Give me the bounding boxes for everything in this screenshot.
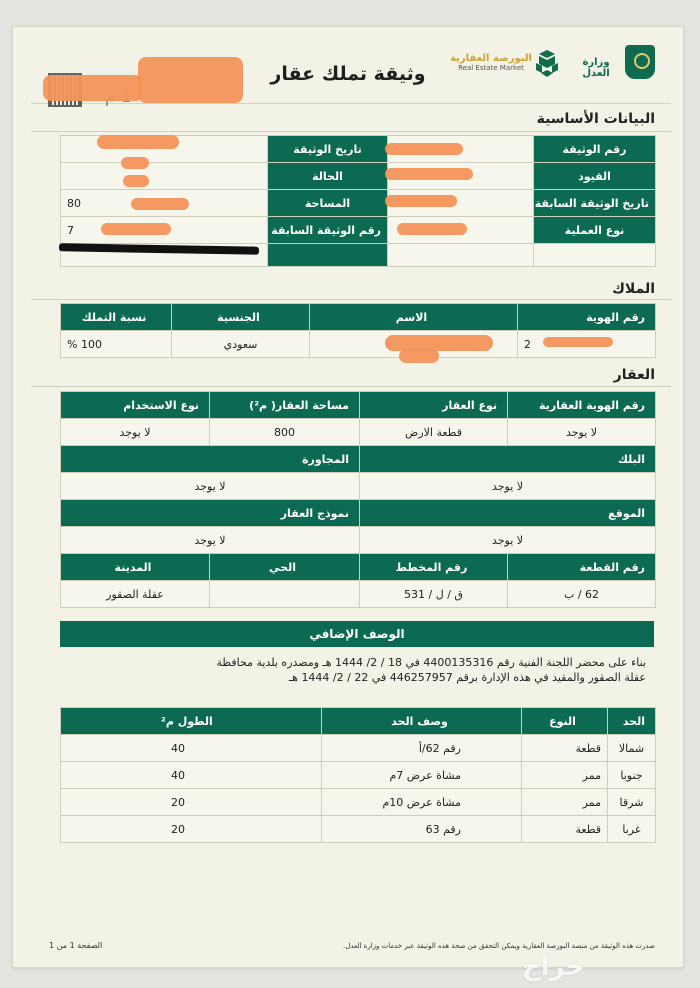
document-page: [12, 26, 684, 968]
footer-note: صدرت هذه الوثيقة من منصة البورصة العقارية ويمكن التحقق من صحة هذه الوثيقة عبر خدمات وزارة العدل.: [343, 942, 655, 950]
property-real-estate-id: لا يوجد: [508, 419, 656, 446]
boundary-type: ممر: [522, 762, 608, 789]
property-area: 800: [210, 419, 360, 446]
value-status: [61, 163, 268, 190]
boundary-desc: مشاة عرض 7م: [322, 762, 522, 789]
boundary-side: غربا: [608, 816, 656, 843]
owner-id: 2: [518, 331, 656, 358]
boundary-type: قطعة: [522, 735, 608, 762]
redaction-mark: [385, 195, 457, 207]
property-model: لا يوجد: [61, 527, 360, 554]
property-plot-number: 62 / ب: [508, 581, 656, 608]
redaction-mark: [131, 198, 189, 210]
boundaries-header-length: الطول م²: [61, 708, 322, 735]
owner-nationality: سعودي: [172, 331, 310, 358]
basic-section-title: البيانات الأساسية: [536, 111, 655, 127]
label-prev-doc-date: تاريخ الوثيقة السابقة: [534, 190, 656, 217]
property-district: [210, 581, 360, 608]
property-header-location: الموقع: [360, 500, 656, 527]
description-line-1: بناء على محضر اللجنة الفنية رقم 4400135316 في 18 / 2/ 1444 هـ ومصدره بلدية محافظة: [216, 656, 646, 669]
label-area: المساحة: [268, 190, 388, 217]
property-section-title: العقار: [613, 367, 655, 383]
property-plan-number: ق / ل / 531: [360, 581, 508, 608]
property-block: لا يوجد: [360, 473, 656, 500]
property-type: قطعة الارض: [360, 419, 508, 446]
redaction-mark: [121, 157, 149, 169]
redaction-mark: [385, 335, 493, 351]
owner-share: 100 %: [61, 331, 172, 358]
property-header-model: نموذج العقار: [61, 500, 360, 527]
owners-header-nationality: الجنسية: [172, 304, 310, 331]
property-header-plot-number: رقم القطعة: [508, 554, 656, 581]
property-header-area: مساحة العقار( م²): [210, 392, 360, 419]
boundary-length: 20: [61, 789, 322, 816]
property-header-type: نوع العقار: [360, 392, 508, 419]
redaction-mark: [397, 223, 467, 235]
owners-table: [60, 303, 656, 358]
boundary-side: شمالا: [608, 735, 656, 762]
property-city: عقلة الصقور: [61, 581, 210, 608]
watermark-logo: حراج: [522, 952, 585, 982]
property-location: لا يوجد: [360, 527, 656, 554]
redaction-mark: [385, 168, 473, 180]
boundary-desc: مشاة عرض 10م: [322, 789, 522, 816]
boundaries-header-side: الحد: [608, 708, 656, 735]
redaction-mark: [399, 349, 439, 363]
property-header-district: الحي: [210, 554, 360, 581]
property-header-adjacency: المجاورة: [61, 446, 360, 473]
property-header-city: المدينة: [61, 554, 210, 581]
redaction-mark: [138, 57, 243, 103]
owners-section-title: الملاك: [612, 281, 655, 297]
market-name-ar: البورصة العقارية: [450, 53, 532, 64]
property-header-real-estate-id: رقم الهوية العقارية: [508, 392, 656, 419]
boundaries-header-type: النوع: [522, 708, 608, 735]
boundary-length: 40: [61, 735, 322, 762]
label-doc-number: رقم الوثيقة: [534, 136, 656, 163]
boundary-type: قطعة: [522, 816, 608, 843]
market-name-en: Real Estate Market: [458, 64, 524, 72]
boundary-length: 40: [61, 762, 322, 789]
boundary-side: جنوبا: [608, 762, 656, 789]
property-header-usage: نوع الاستخدام: [61, 392, 210, 419]
redaction-mark: [123, 175, 149, 187]
property-table: [60, 391, 656, 608]
property-adjacency: لا يوجد: [61, 473, 360, 500]
label-restrictions: القيود: [534, 163, 656, 190]
redaction-mark: [43, 75, 143, 101]
property-header-plan-number: رقم المخطط: [360, 554, 508, 581]
boundary-desc: رقم 63: [322, 816, 522, 843]
label-prev-doc-number: رقم الوثيقة السابقة: [268, 217, 388, 244]
ministry-name: وزارة العدل: [582, 57, 610, 79]
value-area: 80: [61, 190, 268, 217]
boundaries-table: [60, 707, 656, 843]
value-prev-doc-number: 7: [61, 217, 268, 244]
boundary-desc: رقم 62/أ: [322, 735, 522, 762]
redaction-mark: [385, 143, 463, 155]
boundary-side: شرقا: [608, 789, 656, 816]
footer-page-number: الصفحة 1 من 1: [49, 941, 103, 950]
boundary-type: ممر: [522, 789, 608, 816]
description-body: [60, 649, 654, 691]
boundary-length: 20: [61, 816, 322, 843]
document-title: وثيقة تملك عقار: [270, 63, 426, 85]
label-doc-date: تاريخ الوثيقة: [268, 136, 388, 163]
description-title: الوصف الإضافي: [60, 621, 654, 647]
boundaries-header-desc: وصف الحد: [322, 708, 522, 735]
redaction-mark: [101, 223, 171, 235]
redaction-mark: [97, 135, 179, 149]
label-status: الحالة: [268, 163, 388, 190]
property-usage: لا يوجد: [61, 419, 210, 446]
redaction-mark: [543, 337, 613, 347]
owners-header-name: الاسم: [310, 304, 518, 331]
description-line-2: عقلة الصقور والمقيد في هذه الإدارة برقم 446257957 في 22 / 2/ 1444 هـ: [288, 671, 646, 684]
owners-header-id: رقم الهوية: [518, 304, 656, 331]
label-operation-type: نوع العملية: [534, 217, 656, 244]
property-header-block: البلك: [360, 446, 656, 473]
owners-header-share: نسبة التملك: [61, 304, 172, 331]
